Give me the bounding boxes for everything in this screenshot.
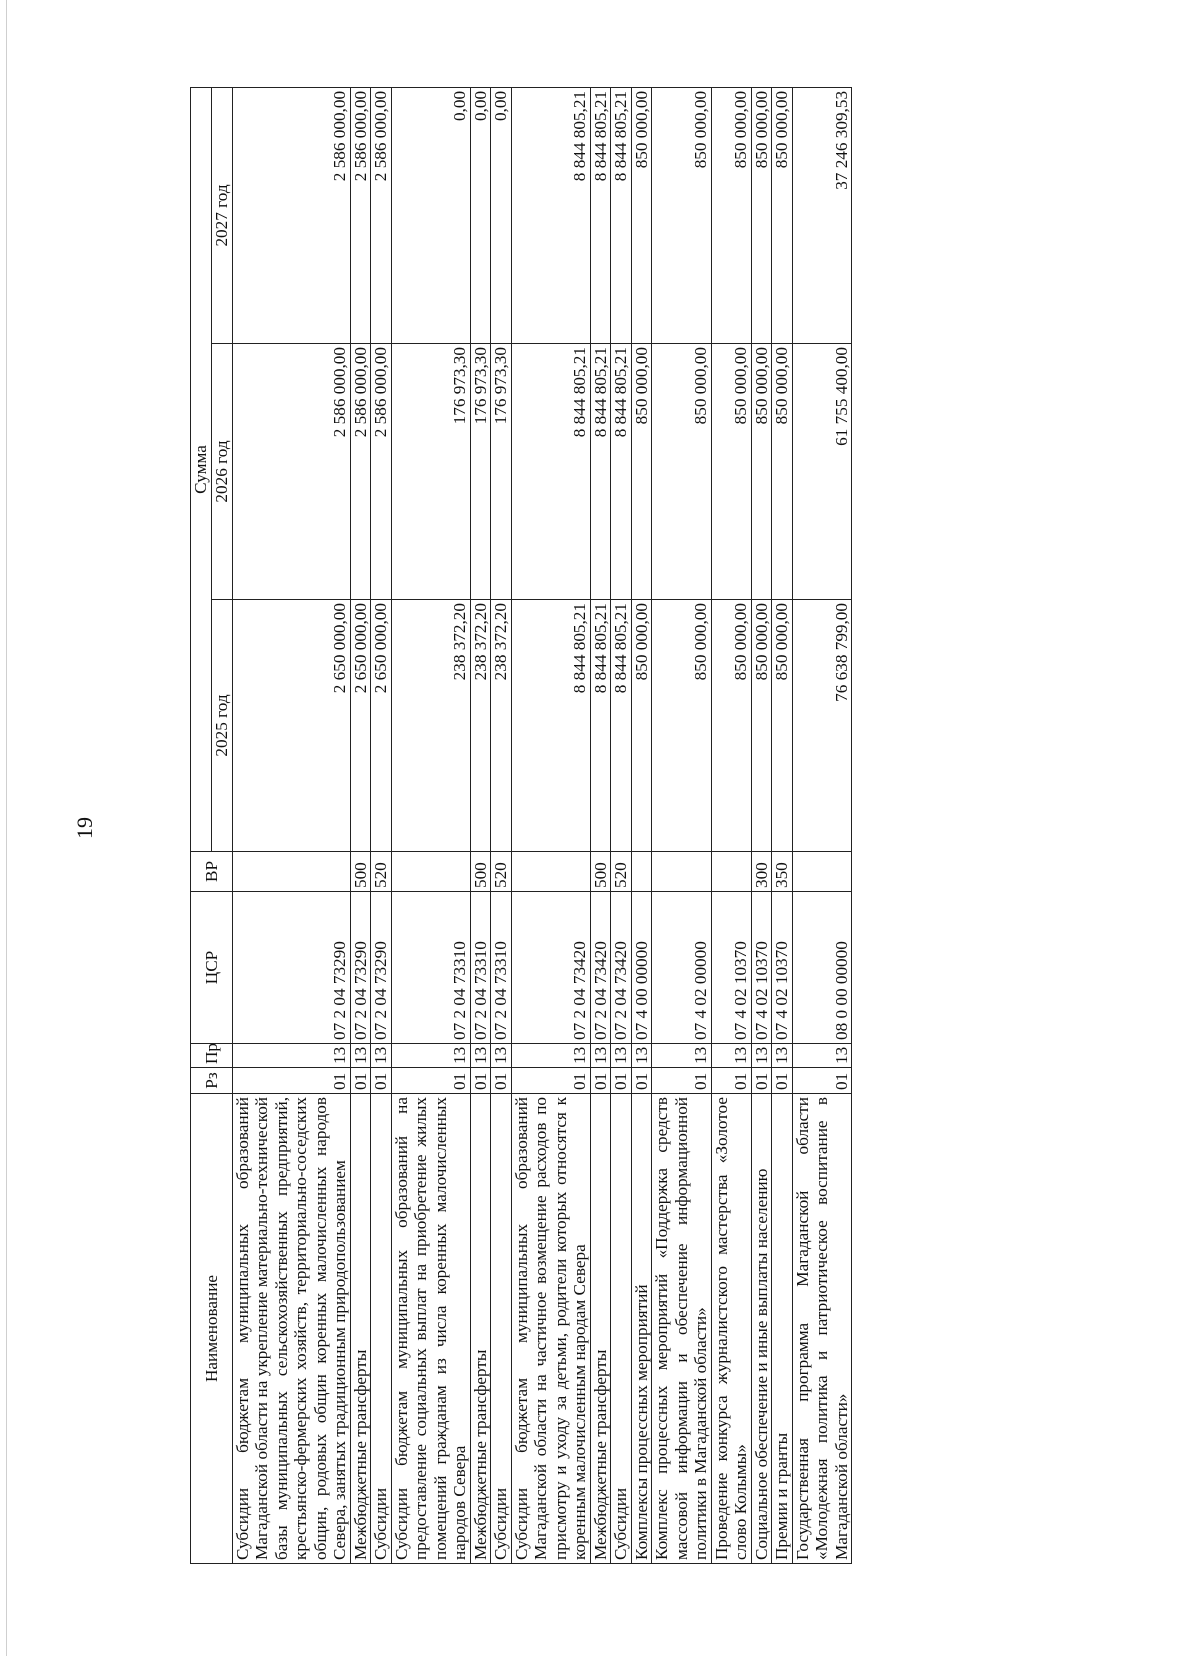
cell-rz: 01 — [792, 1068, 852, 1094]
cell-pr: 13 — [350, 1044, 371, 1068]
cell-2026: 61 755 400,00 — [792, 344, 852, 600]
cell-vr — [511, 852, 590, 892]
cell-2025: 850 000,00 — [711, 600, 751, 852]
cell-name: Комплекс процессных мероприятий «Поддержка средств массовой информации и обеспечение информационной политики в Магаданской области» — [652, 1094, 712, 1564]
cell-vr — [631, 852, 652, 892]
cell-vr: 520 — [611, 852, 632, 892]
cell-csr: 07 2 04 73290 — [350, 892, 371, 1044]
cell-rz: 01 — [511, 1068, 590, 1094]
cell-2027: 850 000,00 — [652, 87, 712, 343]
cell-2025: 238 372,20 — [470, 600, 491, 852]
cell-2026: 8 844 805,21 — [590, 344, 611, 600]
cell-pr: 13 — [711, 1044, 751, 1068]
cell-2025: 850 000,00 — [772, 600, 793, 852]
cell-pr: 13 — [391, 1044, 470, 1068]
header-pr: Пр — [191, 1044, 233, 1068]
cell-2026: 176 973,30 — [491, 344, 512, 600]
cell-2027: 37 246 309,53 — [792, 87, 852, 343]
cell-vr: 500 — [470, 852, 491, 892]
cell-vr: 500 — [350, 852, 371, 892]
cell-rz: 01 — [590, 1068, 611, 1094]
cell-vr — [792, 852, 852, 892]
cell-rz: 01 — [350, 1068, 371, 1094]
table-row — [350, 87, 371, 1563]
cell-rz: 01 — [470, 1068, 491, 1094]
cell-name: Премии и гранты — [772, 1094, 793, 1564]
cell-csr: 07 2 04 73310 — [391, 892, 470, 1044]
cell-csr: 07 4 02 00000 — [652, 892, 712, 1044]
cell-2026: 2 586 000,00 — [371, 344, 392, 600]
cell-vr: 520 — [491, 852, 512, 892]
cell-name: Субсидии — [371, 1094, 392, 1564]
cell-pr: 13 — [611, 1044, 632, 1068]
cell-name: Проведение конкурса журналистского мастерства «Золотое слово Колымы» — [711, 1094, 751, 1564]
cell-vr — [711, 852, 751, 892]
cell-pr: 13 — [232, 1044, 350, 1068]
cell-2027: 0,00 — [470, 87, 491, 343]
cell-pr: 13 — [772, 1044, 793, 1068]
cell-2025: 238 372,20 — [391, 600, 470, 852]
table-row — [792, 87, 852, 1563]
cell-rz: 01 — [491, 1068, 512, 1094]
header-year-2025: 2025 год — [212, 600, 233, 852]
cell-name: Субсидии — [611, 1094, 632, 1564]
cell-2026: 8 844 805,21 — [611, 344, 632, 600]
table-row — [611, 87, 632, 1563]
cell-2026: 850 000,00 — [751, 344, 772, 600]
header-vr: ВР — [191, 852, 233, 892]
cell-2027: 2 586 000,00 — [350, 87, 371, 343]
cell-2027: 850 000,00 — [751, 87, 772, 343]
cell-2025: 238 372,20 — [491, 600, 512, 852]
cell-name: Комплексы процессных мероприятий — [631, 1094, 652, 1564]
table-row — [470, 87, 491, 1563]
cell-2026: 850 000,00 — [652, 344, 712, 600]
table-row — [391, 87, 470, 1563]
table-row — [751, 87, 772, 1563]
cell-2027: 0,00 — [491, 87, 512, 343]
table-header — [191, 87, 233, 1563]
header-sum: Сумма — [191, 87, 212, 851]
cell-pr: 13 — [590, 1044, 611, 1068]
cell-csr: 07 2 04 73290 — [232, 892, 350, 1044]
cell-rz: 01 — [611, 1068, 632, 1094]
cell-pr: 13 — [652, 1044, 712, 1068]
table-row — [371, 87, 392, 1563]
table-row — [491, 87, 512, 1563]
cell-2025: 2 650 000,00 — [371, 600, 392, 852]
cell-2027: 850 000,00 — [711, 87, 751, 343]
cell-vr: 300 — [751, 852, 772, 892]
cell-name: Межбюджетные трансферты — [350, 1094, 371, 1564]
cell-2027: 850 000,00 — [631, 87, 652, 343]
cell-2027: 2 586 000,00 — [232, 87, 350, 343]
table-body — [232, 87, 852, 1563]
table-row — [232, 87, 350, 1563]
cell-vr — [652, 852, 712, 892]
cell-2025: 8 844 805,21 — [511, 600, 590, 852]
cell-name: Субсидии бюджетам муниципальных образований на предоставление социальных выплат на приобретение жилых помещений гражданам из числа коренных малочисленных народов Севера — [391, 1094, 470, 1564]
cell-pr: 13 — [631, 1044, 652, 1068]
cell-2027: 2 586 000,00 — [371, 87, 392, 343]
table-row — [711, 87, 751, 1563]
cell-csr: 07 2 04 73420 — [511, 892, 590, 1044]
page-number: 19 — [72, 817, 97, 839]
cell-rz: 01 — [232, 1068, 350, 1094]
cell-csr: 07 2 04 73420 — [611, 892, 632, 1044]
cell-rz: 01 — [391, 1068, 470, 1094]
cell-2026: 176 973,30 — [470, 344, 491, 600]
cell-2026: 8 844 805,21 — [511, 344, 590, 600]
cell-vr: 500 — [590, 852, 611, 892]
cell-vr — [232, 852, 350, 892]
cell-2026: 2 586 000,00 — [350, 344, 371, 600]
cell-csr: 07 4 02 10370 — [751, 892, 772, 1044]
table-row — [652, 87, 712, 1563]
cell-2025: 850 000,00 — [751, 600, 772, 852]
header-name: Наименование — [191, 1094, 233, 1564]
cell-rz: 01 — [711, 1068, 751, 1094]
table-row — [511, 87, 590, 1563]
table-row — [590, 87, 611, 1563]
cell-2026: 850 000,00 — [772, 344, 793, 600]
cell-2027: 8 844 805,21 — [611, 87, 632, 343]
cell-2027: 8 844 805,21 — [590, 87, 611, 343]
cell-csr: 07 2 04 73420 — [590, 892, 611, 1044]
cell-csr: 07 4 02 10370 — [772, 892, 793, 1044]
header-rz: Рз — [191, 1068, 233, 1094]
budget-table — [190, 87, 852, 1564]
cell-pr: 13 — [511, 1044, 590, 1068]
cell-2025: 8 844 805,21 — [611, 600, 632, 852]
cell-2026: 176 973,30 — [391, 344, 470, 600]
cell-csr: 07 2 04 73290 — [371, 892, 392, 1044]
cell-rz: 01 — [371, 1068, 392, 1094]
cell-2027: 0,00 — [391, 87, 470, 343]
cell-pr: 13 — [371, 1044, 392, 1068]
cell-2025: 2 650 000,00 — [350, 600, 371, 852]
cell-2026: 2 586 000,00 — [232, 344, 350, 600]
cell-rz: 01 — [751, 1068, 772, 1094]
cell-name: Межбюджетные трансферты — [590, 1094, 611, 1564]
cell-2026: 850 000,00 — [631, 344, 652, 600]
cell-name: Субсидии бюджетам муниципальных образований Магаданской области на частичное возмещение расходов по присмотру и уходу за детьми, родители которых относятся к коренным малочисленным народам Севера — [511, 1094, 590, 1564]
table-row — [772, 87, 793, 1563]
cell-rz: 01 — [631, 1068, 652, 1094]
cell-vr: 350 — [772, 852, 793, 892]
cell-2025: 2 650 000,00 — [232, 600, 350, 852]
cell-vr: 520 — [371, 852, 392, 892]
cell-name: Социальное обеспечение и иные выплаты населению — [751, 1094, 772, 1564]
cell-2025: 850 000,00 — [652, 600, 712, 852]
cell-2026: 850 000,00 — [711, 344, 751, 600]
cell-csr: 07 4 00 00000 — [631, 892, 652, 1044]
cell-name: Субсидии — [491, 1094, 512, 1564]
cell-rz: 01 — [772, 1068, 793, 1094]
cell-name: Межбюджетные трансферты — [470, 1094, 491, 1564]
cell-2025: 850 000,00 — [631, 600, 652, 852]
cell-pr: 13 — [491, 1044, 512, 1068]
cell-name: Государственная программа Магаданской области «Молодежная политика и патриотическое воспитание в Магаданской области» — [792, 1094, 852, 1564]
cell-2025: 8 844 805,21 — [590, 600, 611, 852]
table-row — [631, 87, 652, 1563]
cell-csr: 07 2 04 73310 — [470, 892, 491, 1044]
header-year-2027: 2027 год — [212, 87, 233, 343]
cell-rz: 01 — [652, 1068, 712, 1094]
cell-pr: 13 — [751, 1044, 772, 1068]
header-year-2026: 2026 год — [212, 344, 233, 600]
cell-csr: 07 4 02 10370 — [711, 892, 751, 1044]
cell-pr: 13 — [792, 1044, 852, 1068]
cell-csr: 08 0 00 00000 — [792, 892, 852, 1044]
cell-csr: 07 2 04 73310 — [491, 892, 512, 1044]
cell-2025: 76 638 799,00 — [792, 600, 852, 852]
cell-vr — [391, 852, 470, 892]
header-csr: ЦСР — [191, 892, 233, 1044]
cell-name: Субсидии бюджетам муниципальных образований Магаданской области на укрепление материально-технической базы муниципальных сельскохозяйственных предприятий, крестьянско-фермерских хозяйств, территориально-соседских общин, родовых общин коренных малочисленных народов Севера, занятых традиционным природопользованием — [232, 1094, 350, 1564]
cell-2027: 8 844 805,21 — [511, 87, 590, 343]
cell-pr: 13 — [470, 1044, 491, 1068]
cell-2027: 850 000,00 — [772, 87, 793, 343]
